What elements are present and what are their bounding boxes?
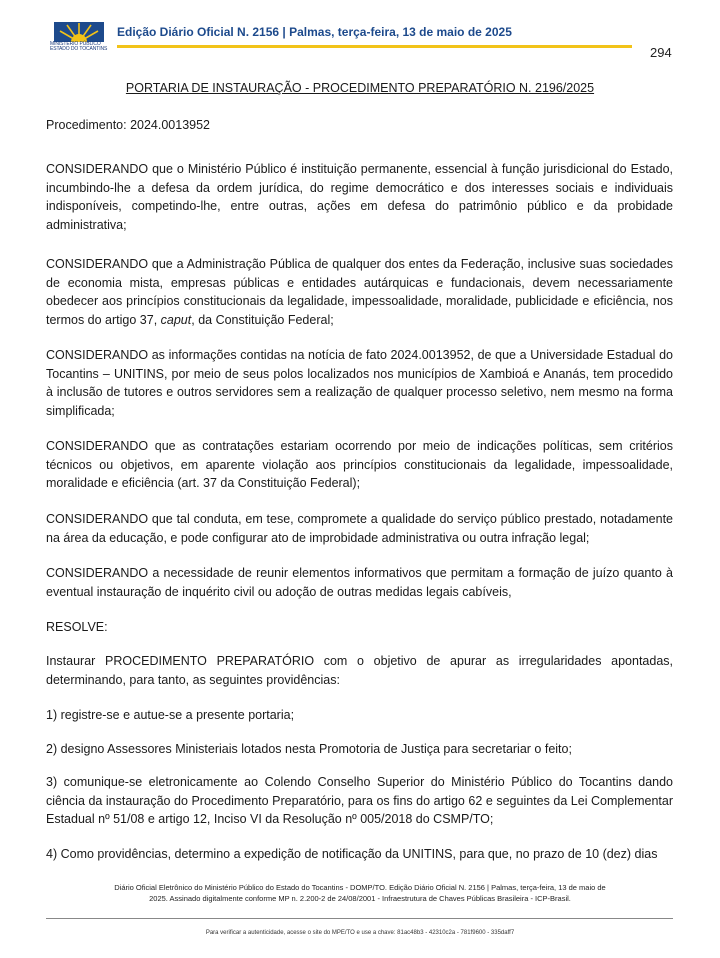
logo-sun-icon — [54, 22, 104, 42]
paragraph-considerando-2 — [46, 255, 673, 329]
list-item-2: 2) designo Assessores Ministeriais lotados nesta Promotoria de Justiça para secretariar o feito; — [46, 742, 572, 756]
logo-text-line2: ESTADO DO TOCANTINS — [50, 46, 108, 52]
page-header — [0, 0, 720, 70]
page-footer — [0, 882, 720, 904]
edition-title: Edição Diário Oficial N. 2156 | Palmas, terça-feira, 13 de maio de 2025 — [117, 25, 512, 39]
paragraph-considerando-6: CONSIDERANDO a necessidade de reunir elementos informativos que permitam a formação de juízo quanto à eventual instauração de inquérito civil ou adoção de outras medidas legais cabíveis, — [46, 566, 673, 599]
list-item-4: 4) Como providências, determino a expedição de notificação da UNITINS, para que, no prazo de 10 (dez) dias — [46, 847, 658, 861]
paragraph-text: CONSIDERANDO que a Administração Pública de qualquer dos entes da Federação, inclusive suas sociedades de economia mista, empresas públicas e entidades autárquicas e fundacionais, devem necessariamente obedecer aos princípios constitucionais da legalidade, impessoalidade, moralidade, publicidade e eficiência, nos termos do artigo 37, — [46, 257, 673, 327]
paragraph-considerando-3: CONSIDERANDO as informações contidas na notícia de fato 2024.0013952, de que a Universidade Estadual do Tocantins – UNITINS, por meio de seus polos localizados nos municípios de Xambioá e Ananás, tem procedido à inclusão de tutores e outros servidores sem a realização de qualquer processo seletivo, nem mesmo na forma simplificada; — [46, 348, 673, 418]
paragraph-considerando-5: CONSIDERANDO que tal conduta, em tese, compromete a qualidade do serviço público prestado, notadamente na área da educação, e pode configurar ato de improbidade administrativa ou outra infração legal; — [46, 512, 673, 545]
paragraph-instaurar: Instaurar PROCEDIMENTO PREPARATÓRIO com o objetivo de apurar as irregularidades apontadas, determinando, para tanto, as seguintes providências: — [46, 654, 673, 687]
verification-key: Para verificar a autenticidade, acesse o site do MPE/TO e use a chave: 81ac48b3 - 42310c2a - 781f9600 - 335daff7 — [205, 930, 515, 936]
footer-line2: 2025. Assinado digitalmente conforme MP n. 2.200-2 de 24/08/2001 - Infraestrutura de Chaves Públicas Brasileira - ICP-Brasil. — [149, 894, 571, 903]
footer-line1: Diário Oficial Eletrônico do Ministério Público do Estado do Tocantins - DOMP/TO. Edição Diário Oficial N. 2156 | Palmas, terça-feira, 13 de maio de — [114, 883, 606, 892]
header-divider — [117, 45, 632, 48]
list-item-3: 3) comunique-se eletronicamente ao Colendo Conselho Superior do Ministério Público do Tocantins dando ciência da instauração do Procedimento Preparatório, para os fins do artigo 62 e seguintes da Lei Complementar Estadual nº 51/08 e artigo 12, Inciso VI da Resolução nº 005/2018 do CSMP/TO; — [46, 775, 673, 826]
paragraph-text: , da Constituição Federal; — [191, 312, 334, 327]
italic-term: caput — [160, 312, 192, 327]
paragraph-considerando-1: CONSIDERANDO que o Ministério Público é instituição permanente, essencial à função jurisdicional do Estado, incumbindo-lhe a defesa da ordem jurídica, do regime democrático e dos interesses sociais e individuais indisponíveis, competindo-lhe, entre outras, ações em defesa do patrimônio público e da probidade administrativa; — [46, 162, 673, 232]
resolve-heading: RESOLVE: — [46, 620, 108, 634]
procedure-number: Procedimento: 2024.0013952 — [46, 118, 211, 132]
logo-text-line1: MINISTÉRIO PÚBLICO — [50, 41, 101, 47]
paragraph-considerando-4: CONSIDERANDO que as contratações estariam ocorrendo por meio de indicações políticas, sem critérios técnicos ou objetivos, em aparente violação aos princípios constitucionais da legalidade, impessoalidade, moralidade e eficiência (art. 37 da Constituição Federal); — [46, 439, 673, 490]
ministerio-publico-logo — [50, 22, 106, 58]
list-item-1: 1) registre-se e autue-se a presente portaria; — [46, 708, 295, 722]
page-number: 294 — [650, 45, 672, 60]
footer-divider — [46, 918, 673, 919]
document-title: PORTARIA DE INSTAURAÇÃO - PROCEDIMENTO PREPARATÓRIO N. 2196/2025 — [125, 81, 595, 95]
